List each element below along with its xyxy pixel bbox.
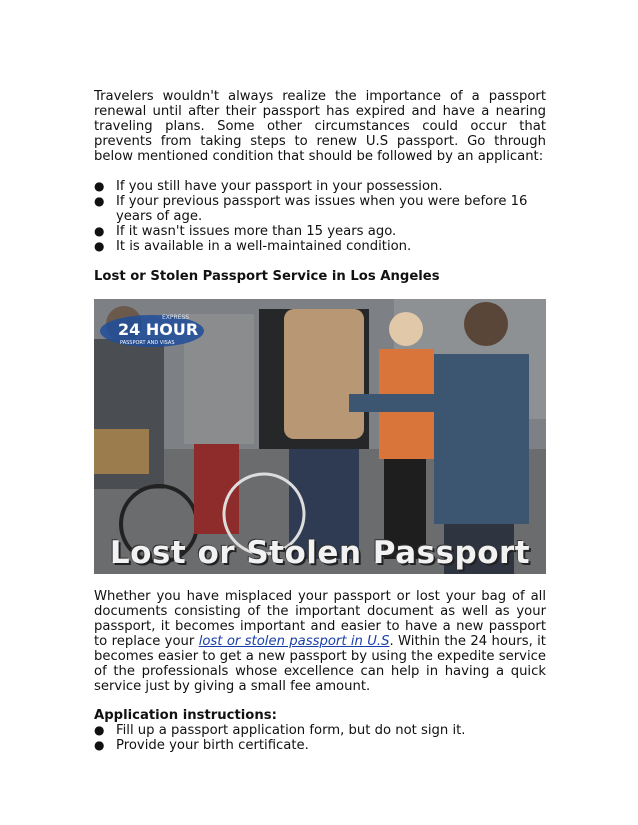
list-item: ● Provide your birth certificate.	[94, 738, 309, 753]
bullet-icon: ●	[94, 723, 105, 737]
bullet-icon: ●	[94, 239, 105, 253]
list-item: ● If your previous passport was issues when you were before 16 years of age.	[94, 194, 528, 224]
lost-passport-link[interactable]: lost or stolen passport in U.S	[198, 634, 390, 649]
body-paragraph: Whether you have misplaced your passport or lost your bag of all documents consisting of the important document as well as your passport, it becomes important and easier to have a new passport to replace your lost or stolen passport in U.S. Within the 24 hours, it becomes easier to get a new passport by using the expedite service of the professionals whose excellence can help in having a quick service just by giving a small fee amount.	[94, 589, 546, 694]
image-caption: Lost or Stolen Passport	[109, 535, 531, 571]
company-logo	[98, 309, 206, 351]
svg-text:PASSPORT AND VISAS: PASSPORT AND VISAS	[120, 340, 175, 346]
section-heading: Lost or Stolen Passport Service in Los Angeles	[94, 269, 440, 284]
instructions-heading: Application instructions:	[94, 708, 277, 723]
logo-icon	[98, 309, 206, 351]
bullet-icon: ●	[94, 224, 105, 238]
instructions-list	[94, 723, 546, 753]
document-page	[94, 89, 546, 753]
svg-text:EXPRESS: EXPRESS	[162, 314, 190, 321]
svg-text:24 HOUR: 24 HOUR	[118, 320, 199, 339]
list-item: ● Fill up a passport application form, but do not sign it.	[94, 723, 466, 738]
bullet-icon: ●	[94, 738, 105, 752]
bullet-icon: ●	[94, 179, 105, 193]
list-item: ● If you still have your passport in your possession.	[94, 179, 443, 194]
list-item: ● It is available in a well-maintained condition.	[94, 239, 412, 254]
list-item: ● If it wasn't issues more than 15 years ago.	[94, 224, 397, 239]
intro-paragraph: Travelers wouldn't always realize the importance of a passport renewal until after their passport has expired and have a nearing traveling plans. Some other circumstances could occur that prevents from taking steps to renew U.S passport. Go through below mentioned condition that should be followed by an applicant:	[94, 89, 546, 164]
street-photo	[94, 299, 546, 574]
conditions-list	[94, 179, 546, 254]
bullet-icon: ●	[94, 194, 105, 208]
